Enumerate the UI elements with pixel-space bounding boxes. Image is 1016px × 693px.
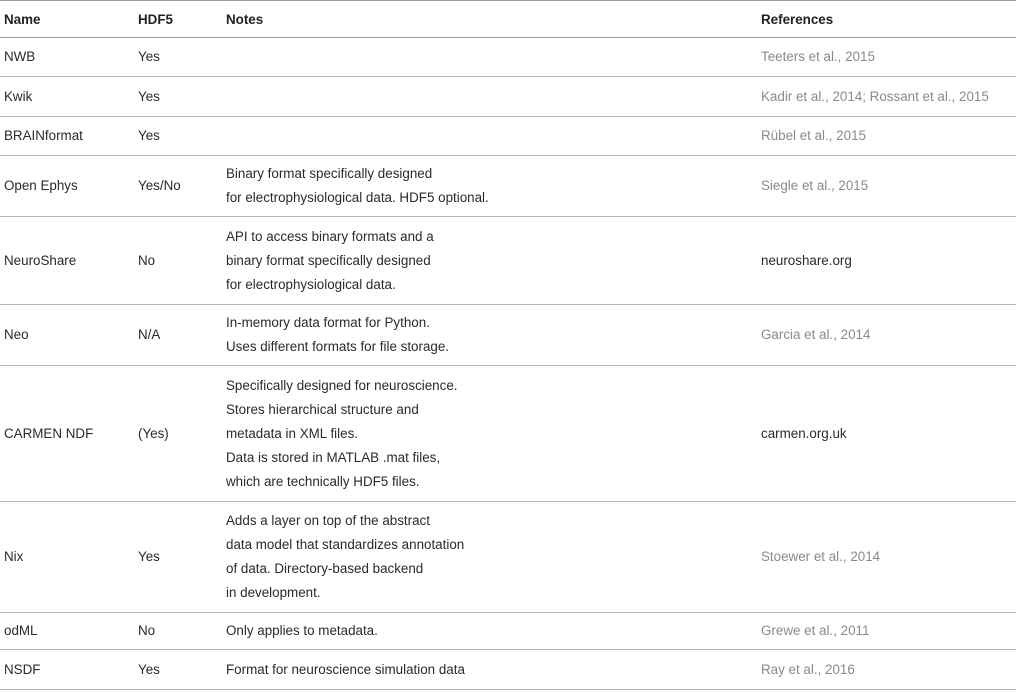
table-row	[0, 117, 1016, 156]
note-line: Data is stored in MATLAB .mat files,	[226, 449, 441, 465]
note-line: metadata in XML files.	[226, 425, 358, 441]
cell-reference[interactable]	[757, 502, 1016, 613]
note-line: Adds a layer on top of the abstract	[226, 513, 430, 528]
table-row	[0, 156, 1016, 217]
cell-notes	[222, 305, 757, 366]
table-row	[0, 366, 1016, 502]
cell-reference[interactable]	[757, 305, 1016, 366]
header-hdf5: HDF5	[134, 1, 222, 38]
reference-link[interactable]: Grewe et al., 2011	[761, 623, 870, 638]
cell-reference	[757, 217, 1016, 305]
table-header-row	[0, 1, 1016, 38]
table-row	[0, 502, 1016, 613]
cell-notes	[222, 38, 757, 77]
table-row	[0, 217, 1016, 305]
cell-name: NeuroShare	[0, 217, 134, 305]
note-line: Only applies to metadata.	[226, 623, 378, 638]
note-line: for electrophysiological data.	[226, 276, 396, 292]
reference-text: neuroshare.org	[761, 252, 852, 268]
cell-notes	[222, 502, 757, 613]
cell-reference[interactable]	[757, 77, 1016, 117]
cell-hdf5: N/A	[134, 305, 222, 366]
reference-link[interactable]: Siegle et al., 2015	[761, 178, 869, 193]
cell-notes	[222, 77, 757, 117]
reference-link[interactable]: Garcia et al., 2014	[761, 327, 871, 342]
cell-reference[interactable]	[757, 117, 1016, 156]
note-line: which are technically HDF5 files.	[226, 473, 420, 489]
cell-name: Kwik	[0, 77, 134, 117]
cell-hdf5: Yes	[134, 38, 222, 77]
cell-name: Nix	[0, 502, 134, 613]
cell-reference[interactable]	[757, 38, 1016, 77]
cell-name: odML	[0, 613, 134, 650]
cell-reference[interactable]	[757, 613, 1016, 650]
note-line: Format for neuroscience simulation data	[226, 661, 465, 677]
cell-notes	[222, 366, 757, 502]
reference-link[interactable]: Kadir et al., 2014; Rossant et al., 2015	[761, 88, 989, 104]
cell-hdf5: No	[134, 613, 222, 650]
table-row	[0, 650, 1016, 690]
reference-link[interactable]: Ray et al., 2016	[761, 661, 855, 677]
reference-link[interactable]: Stoewer et al., 2014	[761, 549, 881, 564]
cell-hdf5: Yes	[134, 77, 222, 117]
reference-link[interactable]: Rübel et al., 2015	[761, 128, 866, 143]
reference-link[interactable]: Teeters et al., 2015	[761, 49, 875, 64]
table-body	[0, 38, 1016, 690]
note-line: API to access binary formats and a	[226, 228, 434, 244]
cell-name: CARMEN NDF	[0, 366, 134, 502]
cell-hdf5: Yes	[134, 117, 222, 156]
cell-notes	[222, 217, 757, 305]
note-line: Stores hierarchical structure and	[226, 401, 419, 417]
cell-notes	[222, 117, 757, 156]
note-line: Specifically designed for neuroscience.	[226, 377, 458, 393]
note-line: binary format specifically designed	[226, 252, 431, 268]
note-line: Uses different formats for file storage.	[226, 339, 450, 354]
table-row	[0, 38, 1016, 77]
cell-reference[interactable]	[757, 650, 1016, 690]
cell-hdf5: Yes	[134, 502, 222, 613]
reference-text: carmen.org.uk	[761, 425, 847, 441]
cell-name: NWB	[0, 38, 134, 77]
note-line: In-memory data format for Python.	[226, 315, 430, 330]
note-line: in development.	[226, 585, 321, 600]
cell-name: NSDF	[0, 650, 134, 690]
header-notes: Notes	[222, 1, 757, 38]
note-line: of data. Directory-based backend	[226, 561, 424, 576]
table-row	[0, 77, 1016, 117]
cell-name: Neo	[0, 305, 134, 366]
cell-hdf5: Yes/No	[134, 156, 222, 217]
table-row	[0, 305, 1016, 366]
cell-name: Open Ephys	[0, 156, 134, 217]
cell-name: BRAINformat	[0, 117, 134, 156]
cell-hdf5: Yes	[134, 650, 222, 690]
note-line: data model that standardizes annotation	[226, 537, 465, 552]
table-row	[0, 613, 1016, 650]
cell-hdf5: (Yes)	[134, 366, 222, 502]
note-line: for electrophysiological data. HDF5 optional.	[226, 190, 489, 205]
cell-notes	[222, 613, 757, 650]
header-references: References	[757, 1, 1016, 38]
cell-notes	[222, 156, 757, 217]
cell-reference	[757, 366, 1016, 502]
cell-hdf5: No	[134, 217, 222, 305]
note-line: Binary format specifically designed	[226, 166, 433, 181]
cell-reference[interactable]	[757, 156, 1016, 217]
cell-notes	[222, 650, 757, 690]
header-name: Name	[0, 1, 134, 38]
